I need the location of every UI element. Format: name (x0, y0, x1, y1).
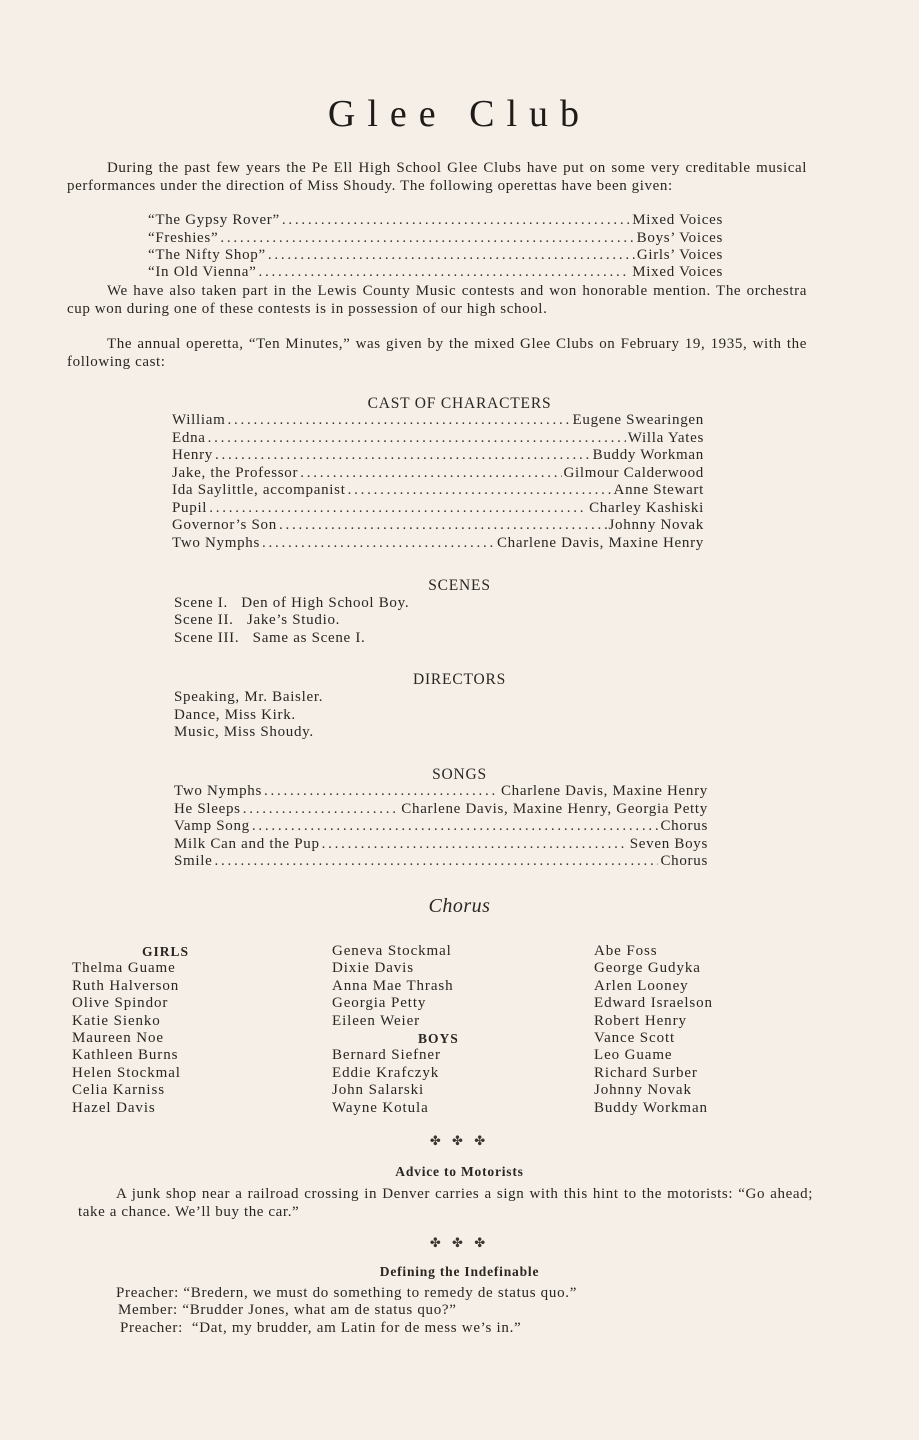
cast-actor: Willa Yates (627, 429, 704, 446)
song-performers: Charlene Davis, Maxine Henry, Georgia Petty (401, 800, 708, 817)
chorus-member: Leo Guame (594, 1047, 673, 1064)
operetta-voices: Boys’ Voices (636, 230, 723, 246)
cast-actor: Anne Stewart (613, 482, 704, 498)
songs-heading: SONGS (432, 766, 487, 783)
advice-paragraph (78, 1186, 813, 1221)
chorus-member: Helen Stockmal (72, 1064, 181, 1081)
chorus-member: Eddie Krafczyk (332, 1064, 440, 1081)
advice-heading: Advice to Motorists (395, 1164, 524, 1179)
boys-label: BOYS (418, 1031, 459, 1047)
cast-role: Edna (172, 429, 206, 446)
operetta-name: “In Old Vienna” (148, 264, 257, 280)
song-row (174, 783, 708, 801)
chorus-member: George Gudyka (594, 960, 701, 977)
cast-actor: Eugene Swearingen (572, 412, 704, 428)
chorus-member: Vance Scott (594, 1030, 676, 1047)
director-line: Music, Miss Shoudy. (174, 724, 314, 740)
chorus-title: Chorus (428, 895, 491, 917)
song-performers: Charlene Davis, Maxine Henry (500, 783, 708, 799)
scene-line: Scene I. Den of High School Boy. (174, 595, 410, 611)
song-performers: Chorus (660, 818, 708, 834)
cast-row (172, 535, 704, 553)
scenes-heading: SCENES (428, 577, 491, 594)
chorus-member: Edward Israelson (594, 995, 713, 1012)
leader-dots (279, 517, 607, 535)
chorus-member: John Salarski (332, 1082, 425, 1099)
chorus-member: Geneva Stockmal (332, 943, 452, 959)
leader-dots (282, 212, 630, 230)
leader-dots (208, 430, 626, 448)
intro-text: During the past few years the Pe Ell High School Glee Clubs have put on some very creditable musical performances under the direction of Miss Shoudy. The following operettas have been given: (67, 160, 807, 194)
director-line: Dance, Miss Kirk. (174, 707, 296, 723)
scene-line: Scene II. Jake’s Studio. (174, 612, 341, 628)
leader-dots (220, 230, 634, 248)
cast-actor: Gilmour Calderwood (563, 464, 704, 481)
chorus-member: Arlen Looney (594, 977, 689, 994)
cast-row (172, 447, 704, 465)
leader-dots (322, 836, 628, 854)
chorus-member: Robert Henry (594, 1012, 687, 1029)
chorus-member: Wayne Kotula (332, 1099, 429, 1116)
cast-role: Jake, the Professor (172, 464, 299, 481)
chorus-member: Bernard Siefner (332, 1047, 441, 1064)
leader-dots (258, 264, 630, 282)
dialogue-line: Member: “Brudder Jones, what am de status quo?” (118, 1302, 457, 1318)
operetta-name: “Freshies” (148, 230, 219, 246)
cast-role: William (172, 412, 226, 428)
cast-row (172, 500, 704, 518)
chorus-member: Katie Sienko (72, 1012, 161, 1029)
song-row (174, 801, 708, 819)
operetta-voices: Mixed Voices (632, 264, 723, 280)
song-row (174, 818, 708, 836)
chorus-member: Dixie Davis (332, 960, 414, 977)
chorus-member: Maureen Noe (72, 1030, 164, 1047)
cast-row (172, 517, 704, 535)
leader-dots (215, 853, 659, 871)
operetta-paragraph (67, 336, 807, 371)
song-performers: Seven Boys (629, 835, 708, 852)
cast-row (172, 465, 704, 483)
ornament-divider: ✤ ✤ ✤ (429, 1133, 490, 1148)
cast-actor: Charlene Davis, Maxine Henry (496, 534, 704, 551)
chorus-member: Johnny Novak (594, 1082, 692, 1099)
directors-heading: DIRECTORS (412, 671, 507, 688)
song-title: Two Nymphs (174, 783, 263, 799)
chorus-column-1 (72, 943, 189, 1117)
dialogue-line: Preacher: “Bredern, we must do something to remedy de status quo.” (116, 1285, 578, 1301)
chorus-member: Richard Surber (594, 1064, 698, 1081)
operetta-voices: Mixed Voices (632, 212, 723, 228)
leader-dots (268, 247, 635, 265)
girls-label: GIRLS (142, 944, 190, 959)
leader-dots (243, 801, 400, 819)
cast-role: Governor’s Son (172, 517, 277, 533)
operetta-name: “The Gypsy Rover” (148, 212, 280, 228)
song-title: He Sleeps (174, 800, 241, 817)
cast-row (172, 482, 704, 500)
operetta-name: “The Nifty Shop” (148, 247, 266, 263)
chorus-column-2 (332, 943, 459, 1117)
leader-dots (262, 535, 495, 553)
leader-dots (264, 783, 499, 801)
chorus-member: Kathleen Burns (72, 1047, 179, 1064)
contests-paragraph (67, 283, 807, 318)
cast-heading: CAST OF CHARACTERS (367, 395, 552, 412)
chorus-member: Celia Karniss (72, 1082, 165, 1099)
director-line: Speaking, Mr. Baisler. (174, 689, 324, 705)
leader-dots (252, 818, 659, 836)
cast-row (172, 430, 704, 448)
leader-dots (300, 465, 561, 483)
chorus-member: Olive Spindor (72, 995, 169, 1012)
chorus-member: Buddy Workman (594, 1099, 708, 1116)
operetta-row (148, 264, 723, 282)
cast-row (172, 412, 704, 430)
song-row (174, 853, 708, 871)
operetta-text: The annual operetta, “Ten Minutes,” was given by the mixed Glee Clubs on February 19, 1935, with the following cast: (67, 336, 807, 370)
cast-actor: Johnny Novak (608, 517, 704, 533)
chorus-member: Hazel Davis (72, 1099, 156, 1116)
chorus-member: Abe Foss (594, 943, 658, 959)
ornament-divider: ✤ ✤ ✤ (429, 1235, 490, 1250)
operetta-row (148, 212, 723, 230)
chorus-member: Thelma Guame (72, 960, 176, 977)
cast-actor: Charley Kashiski (589, 499, 704, 516)
song-row (174, 836, 708, 854)
dialogue-line: Preacher: “Dat, my brudder, am Latin for de mess we’s in.” (120, 1320, 522, 1336)
cast-role: Henry (172, 447, 213, 463)
operetta-voices: Girls’ Voices (636, 247, 723, 263)
operetta-row (148, 230, 723, 248)
song-title: Smile (174, 853, 213, 869)
leader-dots (209, 500, 587, 518)
page-title: Glee Club (327, 93, 592, 135)
advice-text: A junk shop near a railroad crossing in Denver carries a sign with this hint to the motorists: “Go ahead; take a chance. We’ll buy the car.” (78, 1186, 813, 1220)
chorus-member: Eileen Weier (332, 1012, 421, 1029)
chorus-member: Anna Mae Thrash (332, 977, 454, 994)
leader-dots (227, 412, 570, 430)
song-performers: Chorus (660, 853, 708, 869)
leader-dots (215, 447, 591, 465)
cast-role: Pupil (172, 499, 208, 516)
defining-heading: Defining the Indefinable (379, 1264, 540, 1279)
leader-dots (348, 482, 612, 500)
cast-actor: Buddy Workman (592, 447, 704, 463)
chorus-column-3 (594, 943, 713, 1117)
cast-role: Two Nymphs (172, 534, 261, 551)
operetta-row (148, 247, 723, 265)
contests-text: We have also taken part in the Lewis County Music contests and won honorable mention. The orchestra cup won during one of these contests is in possession of our high school. (67, 283, 807, 317)
song-title: Milk Can and the Pup (174, 835, 320, 852)
song-title: Vamp Song (174, 818, 250, 834)
chorus-member: Ruth Halverson (72, 977, 180, 994)
intro-paragraph (67, 160, 807, 195)
cast-role: Ida Saylittle, accompanist (172, 482, 346, 498)
chorus-member: Georgia Petty (332, 995, 427, 1012)
scene-line: Scene III. Same as Scene I. (174, 630, 366, 646)
